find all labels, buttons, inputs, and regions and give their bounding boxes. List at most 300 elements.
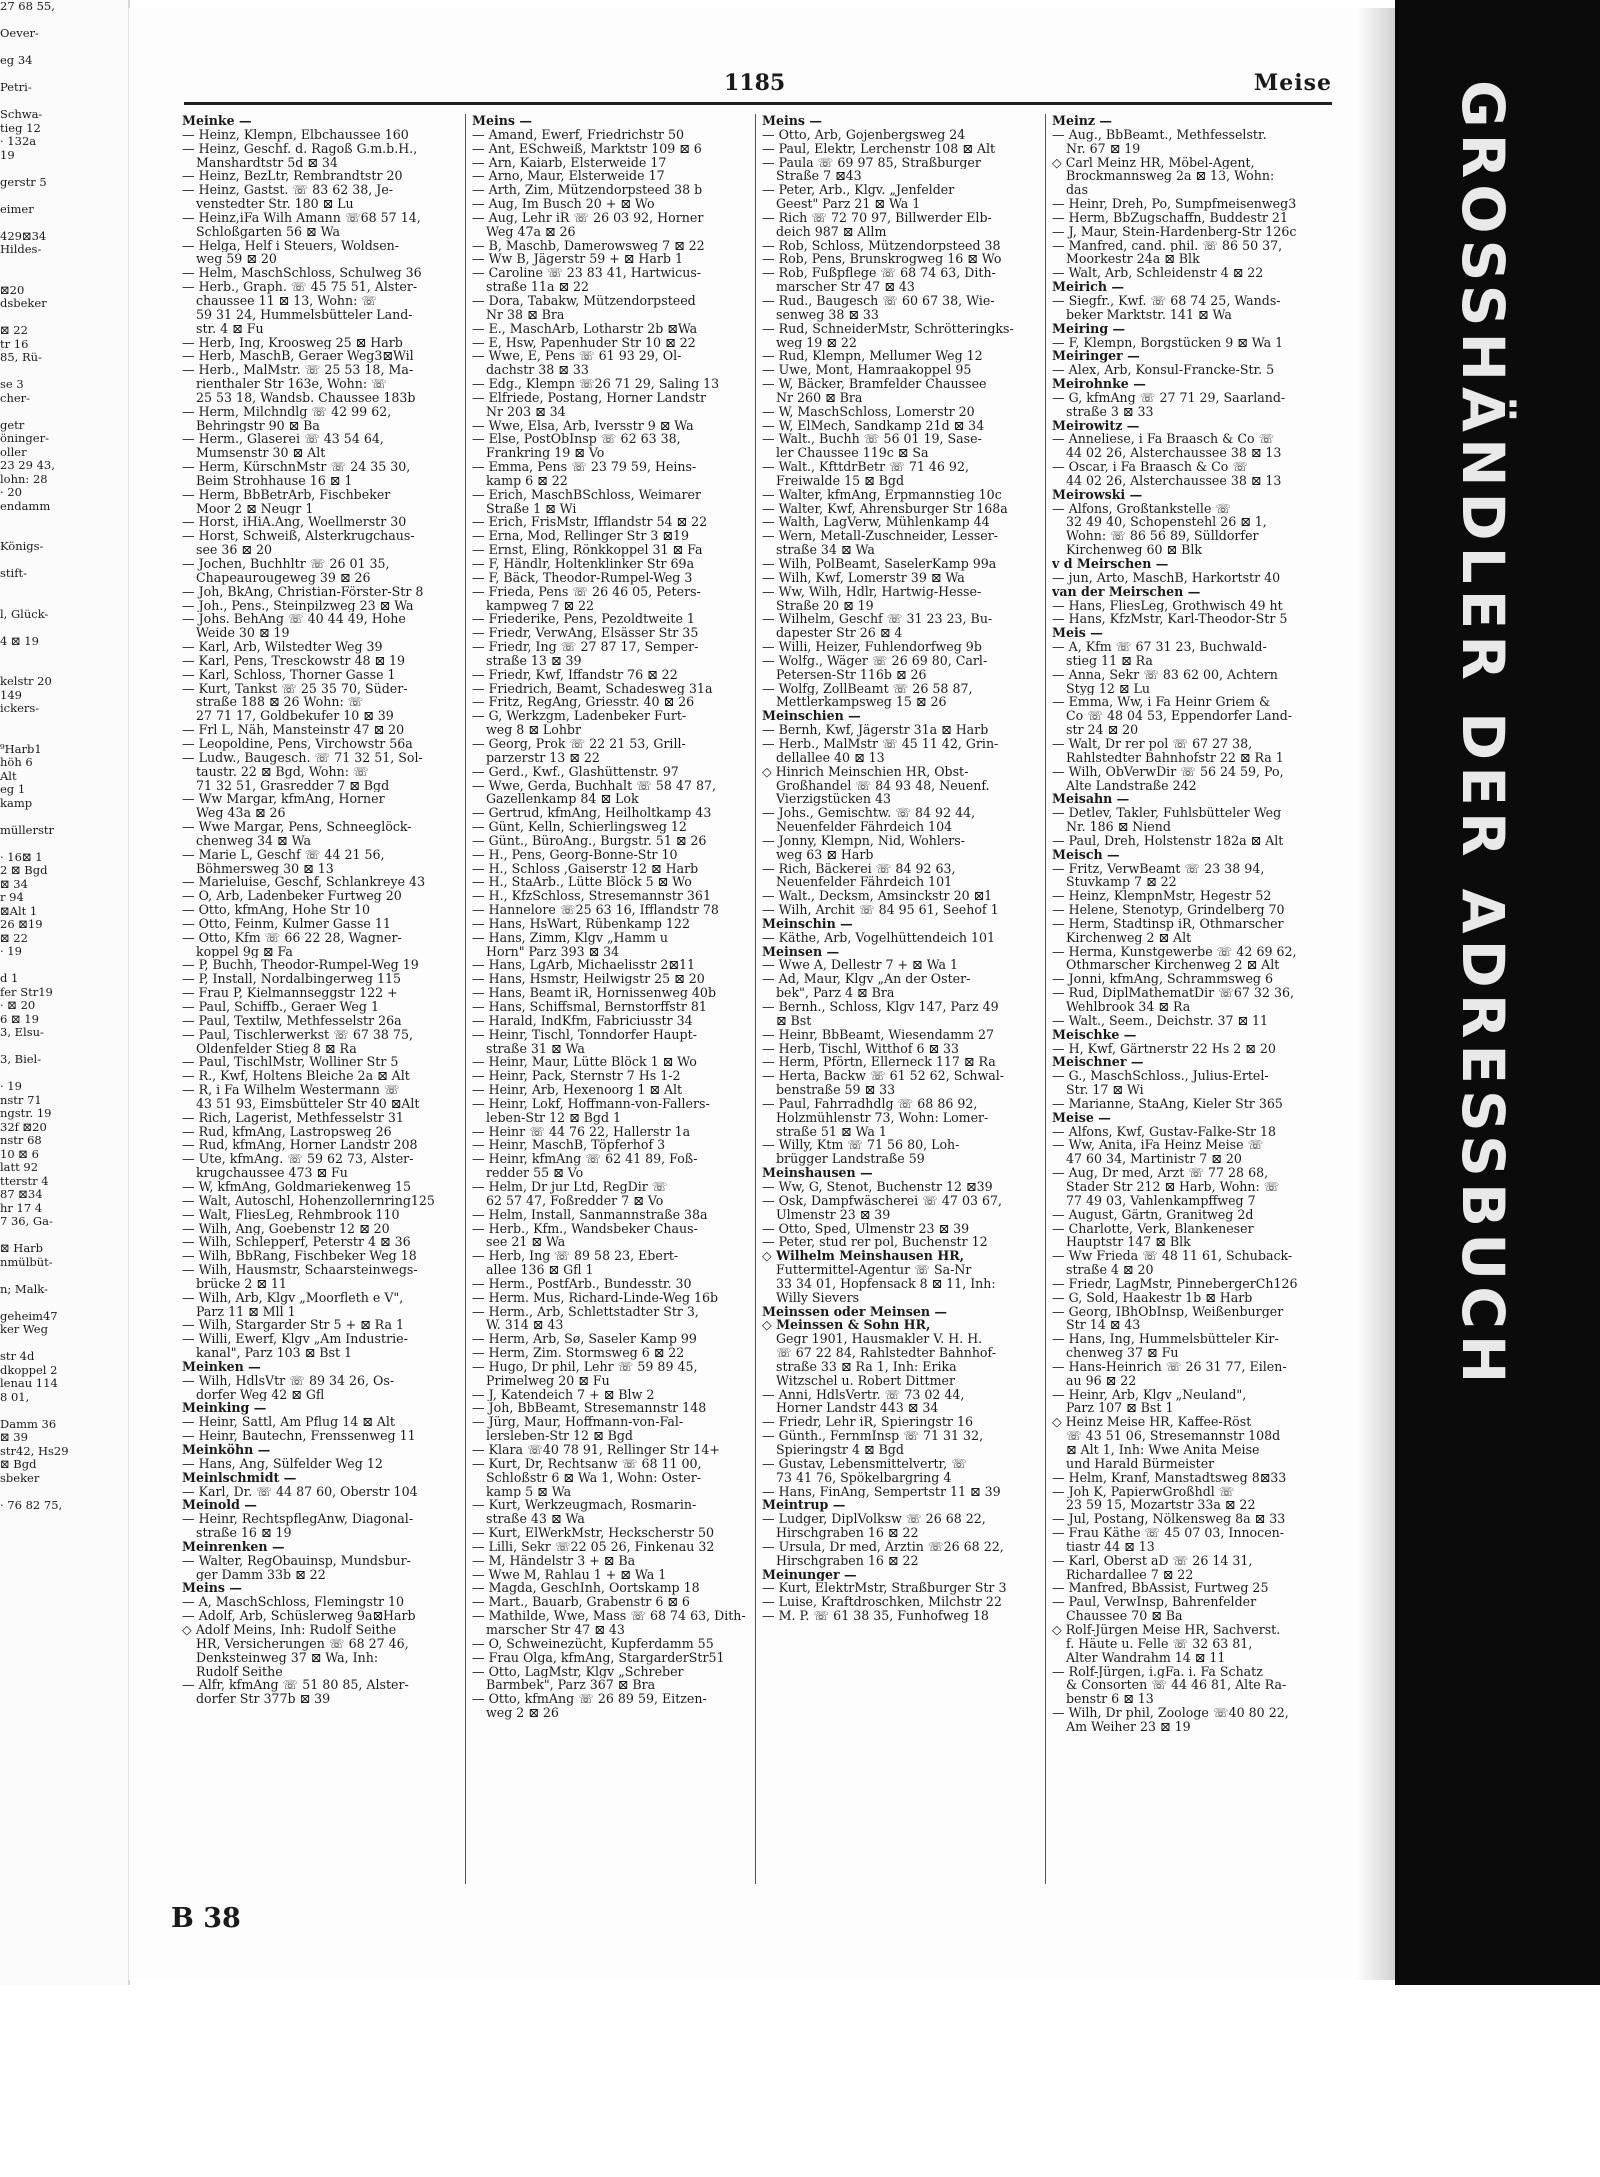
directory-entry-line: — Herb., MalMstr. ☏ 25 53 18, Ma- — [182, 363, 414, 378]
surname-heading: Meinking — — [182, 1401, 267, 1416]
running-head: Meise — [1253, 70, 1332, 96]
directory-entry-line: — Jul, Postang, Nölkensweg 8a ⊠ 33 — [1052, 1512, 1286, 1527]
previous-page-fragment: Alt — [0, 768, 17, 783]
directory-entry-line: — Wilh, Stargarder Str 5 + ⊠ Ra 1 — [182, 1318, 404, 1333]
directory-entry-line: — Jürg, Maur, Hoffmann-von-Fal- — [472, 1415, 684, 1430]
directory-entry-line: stieg 11 ⊠ Ra — [1066, 653, 1153, 668]
directory-entry-line: Nr 203 ⊠ 34 — [486, 404, 566, 419]
directory-entry-line: — Herm. Mus, Richard-Linde-Weg 16b — [472, 1290, 719, 1305]
directory-entry-line: Spieringstr 4 ⊠ Bgd — [776, 1443, 904, 1457]
column-divider — [755, 114, 756, 1884]
previous-page-fragment: fer Str19 — [0, 984, 53, 999]
directory-entry-line: — Jochen, Buchhltr ☏ 26 01 35, — [182, 557, 390, 571]
directory-entry-line: — Hans, FinAng, Sempertstr 11 ⊠ 39 — [762, 1484, 1001, 1499]
directory-entry-line: — Wwe M, Rahlau 1 + ⊠ Wa 1 — [472, 1567, 667, 1582]
directory-entry-line: Vierzigstücken 43 — [776, 792, 892, 807]
previous-page-fragment — [0, 41, 128, 55]
previous-page-fragment: Schwa- — [0, 107, 43, 121]
directory-entry-line: — Herm., PostfArb., Bundesstr. 30 — [472, 1276, 692, 1291]
directory-entry-line: tiastr 44 ⊠ 13 — [1066, 1539, 1155, 1554]
directory-entry-line: — Arno, Maur, Elsterweide 17 — [472, 169, 665, 184]
directory-entry-line: chenweg 34 ⊠ Wa — [196, 833, 311, 848]
directory-entry-line: — Hans, FliesLeg, Grothwisch 49 ht — [1052, 598, 1283, 613]
directory-entry-line: — Wilh, Archit ☏ 84 95 61, Seehof 1 — [762, 903, 999, 917]
directory-entry-line: Nr. 67 ⊠ 19 — [1066, 141, 1141, 156]
directory-entry-line: — Ant, ESchweiß, Marktstr 109 ⊠ 6 — [472, 141, 702, 156]
directory-entry-line: — Herb, MaschB, Geraer Weg3⊠Wil — [182, 349, 414, 364]
directory-entry-line: — Herb, Ing, Kroosweg 25 ⊠ Harb — [182, 335, 403, 350]
previous-page-fragment — [0, 810, 128, 824]
directory-entry-line: HR, Versicherungen ☏ 68 27 46, — [196, 1636, 409, 1651]
directory-entry-line: ger Damm 33b ⊠ 22 — [196, 1567, 326, 1582]
surname-heading: Meinssen oder Meinsen — — [762, 1304, 947, 1319]
directory-entry-line: — Paul, Schiffb., Geraer Weg 1 — [182, 1000, 379, 1014]
directory-entry-line: — Heinr, Lokf, Hoffmann-von-Fallers- — [472, 1096, 710, 1111]
directory-entry-line: — Ludger, DiplVolksw ☏ 26 68 22, — [762, 1512, 986, 1527]
directory-entry-line: kamp 5 ⊠ Wa — [486, 1484, 572, 1499]
directory-entry-line: — Horst, Schweiß, Alsterkrugchaus- — [182, 529, 415, 544]
previous-page-fragment: dkoppel 2 — [0, 1362, 58, 1377]
directory-entry-line: — Walter, Kwf, Ahrensburger Str 168a — [762, 501, 1008, 516]
directory-entry-line: — Ww, Wilh, Hdlr, Hartwig-Hesse- — [762, 584, 982, 599]
directory-entry-line: — Heinr, Dreh, Po, Sumpfmeisenweg3 — [1052, 197, 1297, 211]
directory-entry-line: — Rob, Schloss, Mützendorpsteed 38 — [762, 238, 1001, 253]
directory-entry-line: — Frau Käthe ☏ 45 07 03, Innocen- — [1052, 1526, 1285, 1540]
directory-entry-line: — Aug, Dr med, Arzt ☏ 77 28 68, — [1052, 1166, 1269, 1180]
directory-entry-line: — Wilh, Hausmstr, Schaarsteinwegs- — [182, 1263, 418, 1277]
previous-page-fragment: sbeker — [0, 1470, 40, 1485]
directory-entry-line: — Walt, Autoschl, Hohenzollernring125 — [182, 1193, 435, 1208]
directory-entry-line: — Helm, MaschSchloss, Schulweg 36 — [182, 266, 422, 281]
previous-page-fragment: ⊠ 22 — [0, 323, 28, 337]
directory-entry-line: straße 188 ⊠ 26 Wohn: ☏ — [196, 695, 364, 710]
directory-entry-line: — Frau Olga, kfmAng, StargarderStr51 — [472, 1650, 725, 1665]
directory-entry-line: — Paula ☏ 69 97 85, Straßburger — [762, 155, 981, 170]
previous-page-fragment: 19 — [0, 147, 15, 162]
directory-entry-line: und Harald Bürmeister — [1066, 1456, 1215, 1471]
scan-bottom-margin — [0, 1985, 1600, 2177]
directory-entry-line: — Herb, Tischl, Witthof 6 ⊠ 33 — [762, 1041, 960, 1056]
directory-entry-line: weg 19 ⊠ 22 — [776, 335, 857, 350]
previous-page-fragment: Petri- — [0, 80, 32, 94]
directory-entry-line: deich 987 ⊠ Allm — [776, 224, 887, 239]
directory-entry-line: — Gerd., Kwf., Glashüttenstr. 97 — [472, 764, 679, 779]
directory-entry-line: ◇ Heinz Meise HR, Kaffee-Röst — [1052, 1415, 1252, 1430]
directory-entry-line: — Leopoldine, Pens, Virchowstr 56a — [182, 736, 413, 751]
directory-entry-line: f. Häute u. Felle ☏ 32 63 81, — [1066, 1636, 1253, 1651]
previous-page-fragment — [0, 216, 128, 230]
previous-page-fragment: str 4d — [0, 1349, 35, 1363]
directory-entry-line: — R., Kwf, Holtens Bleiche 2a ⊠ Alt — [182, 1069, 410, 1084]
directory-entry-line: — Karl, Pens, Tresckowstr 48 ⊠ 19 — [182, 653, 406, 668]
directory-entry-line: — W, Bäcker, Bramfelder Chaussee — [762, 377, 987, 391]
directory-entry-line: — Otto, Kfm ☏ 66 22 28, Wagner- — [182, 930, 402, 945]
directory-entry-line: — Anneliese, i Fa Braasch & Co ☏ — [1052, 432, 1275, 447]
directory-entry-line: — Gustav, Lebensmittelvertr, ☏ — [762, 1456, 967, 1471]
directory-entry-line: — G., MaschSchloss., Julius-Ertel- — [1052, 1069, 1269, 1084]
directory-entry-line: — Otto, Arb, Gojenbergsweg 24 — [762, 127, 966, 142]
directory-entry-line: — Hans, Schiffsmal, Bernstorffstr 81 — [472, 1000, 707, 1014]
directory-entry-line: — H., StaArb., Lütte Blöck 5 ⊠ Wo — [472, 875, 692, 890]
directory-entry-line: — Otto, kfmAng, Hohe Str 10 — [182, 903, 371, 917]
directory-entry-line: Behringstr 90 ⊠ Ba — [196, 418, 320, 433]
directory-entry-line: straße 51 ⊠ Wa 1 — [776, 1124, 887, 1139]
directory-entry-line: see 21 ⊠ Wa — [486, 1235, 566, 1250]
directory-entry-line: Straße 20 ⊠ 19 — [776, 598, 874, 613]
directory-entry-line: 25 53 18, Wandsb. Chaussee 183b — [196, 390, 416, 405]
previous-page-fragment: ⊠ 39 — [0, 1430, 28, 1444]
previous-page-fragment: ⊠ 22 — [0, 930, 28, 945]
directory-entry-line: — Wilh, Schlepperf, Peterstr 4 ⊠ 36 — [182, 1235, 411, 1250]
directory-entry-line: — Ww, G, Stenot, Buchenstr 12 ⊠39 — [762, 1179, 993, 1194]
directory-entry-line: dapester Str 26 ⊠ 4 — [776, 626, 903, 641]
directory-entry-line: see 36 ⊠ 20 — [196, 543, 272, 557]
previous-page-fragment: · 19 — [0, 1079, 22, 1093]
directory-entry-line: — Heinz, Gastst. ☏ 83 62 38, Je- — [182, 183, 394, 198]
directory-entry-line: dorfer Weg 42 ⊠ Gfl — [196, 1387, 325, 1402]
directory-entry-line: — Otto, LagMstr, Klgv „Schreber — [472, 1664, 684, 1679]
directory-entry-line: Straße 7 ⊠43 — [776, 169, 862, 184]
directory-entry-line: brücke 2 ⊠ 11 — [196, 1276, 287, 1291]
directory-entry-line: parzerstr 13 ⊠ 22 — [486, 750, 600, 765]
directory-entry-line: — B, Maschb, Damerowsweg 7 ⊠ 22 — [472, 238, 705, 253]
directory-entry-line: — Walt., Seem., Deichstr. 37 ⊠ 11 — [1052, 1013, 1269, 1028]
directory-entry-line: ◇ Rolf-Jürgen Meise HR, Sachverst. — [1052, 1622, 1281, 1637]
directory-entry-line: — Rich, Lagerist, Methfesselstr 31 — [182, 1110, 404, 1125]
directory-entry-line: krugchaussee 473 ⊠ Fu — [196, 1166, 348, 1180]
directory-entry-line: — Günth., FernmInsp ☏ 71 31 32, — [762, 1429, 984, 1443]
directory-entry-line: ☏ 67 22 84, Rahlstedter Bahnhof- — [776, 1346, 996, 1360]
directory-entry-line: marscher Str 47 ⊠ 43 — [776, 280, 915, 294]
directory-entry-line: — Otto, Sped, Ulmenstr 23 ⊠ 39 — [762, 1221, 970, 1236]
directory-entry-line: Str. 17 ⊠ Wi — [1066, 1083, 1144, 1097]
directory-entry-line: Denksteinweg 37 ⊠ Wa, Inh: — [196, 1650, 379, 1665]
directory-entry-line: — Herm, KürschnMstr ☏ 24 35 30, — [182, 460, 411, 474]
previous-page-fragment: · 19 — [0, 944, 22, 958]
previous-page-fragment — [0, 527, 128, 541]
directory-entry-line: — Helm, Dr jur Ltd, RegDir ☏ — [472, 1179, 668, 1194]
directory-entry-line: — Paul, Tischlerwerkst ☏ 67 38 75, — [182, 1027, 413, 1042]
directory-entry-line: — Georg, Prok ☏ 22 21 53, Grill- — [472, 736, 686, 751]
directory-entry-line: — Else, PostObInsp ☏ 62 63 38, — [472, 432, 681, 447]
previous-page-fragment: dsbeker — [0, 296, 47, 310]
directory-entry-line: Parz 11 ⊠ Mll 1 — [196, 1304, 296, 1319]
previous-page-fragment — [0, 1040, 128, 1054]
surname-heading: van der Meirschen — — [1052, 584, 1201, 599]
directory-entry-line: — J, Maur, Stein-Hardenberg-Str 126c — [1052, 224, 1297, 239]
surname-heading: Meinrenken — — [182, 1539, 285, 1554]
surname-heading: Meins — — [182, 1581, 242, 1596]
directory-entry-line: — Fritz, VerwBeamt ☏ 23 38 94, — [1052, 861, 1265, 876]
directory-entry-line: — Alfons, Großtankstelle ☏ — [1052, 501, 1232, 516]
directory-entry-line: — A, MaschSchloss, Flemingstr 10 — [182, 1595, 404, 1610]
directory-entry-line: — H, Kwf, Gärtnerstr 22 Hs 2 ⊠ 20 — [1052, 1041, 1276, 1056]
directory-entry-line: — Alfons, Kwf, Gustav-Falke-Str 18 — [1052, 1124, 1277, 1139]
surname-heading: Meirowitz — — [1052, 418, 1140, 433]
directory-entry-line: — Caroline ☏ 23 83 41, Hartwicus- — [472, 266, 702, 281]
surname-heading: Meirowski — — [1052, 487, 1143, 502]
directory-entry-line: — Jonny, Klempn, Nid, Wohlers- — [762, 833, 966, 848]
surname-heading: Meinlschmidt — — [182, 1470, 297, 1485]
directory-entry-line: — Willy, Ktm ☏ 71 56 80, Loh- — [762, 1138, 960, 1153]
directory-entry-line: — Wwe, E, Pens ☏ 61 93 29, Ol- — [472, 349, 682, 364]
previous-page-fragment: · 16⊠ 1 — [0, 849, 43, 864]
surname-heading: Meins — — [472, 114, 532, 128]
directory-entry-line: — Helene, Stenotyp, Grindelberg 70 — [1052, 903, 1285, 917]
directory-entry-line: Ulmenstr 23 ⊠ 39 — [776, 1207, 891, 1222]
directory-entry-line: — Wwe Margar, Pens, Schneeglöck- — [182, 820, 412, 834]
directory-entry-line: beker Marktstr. 141 ⊠ Wa — [1066, 307, 1232, 322]
previous-page-fragment: 3, Elsu- — [0, 1025, 44, 1039]
directory-entry-line: — E, Hsw, Papenhuder Str 10 ⊠ 22 — [472, 335, 696, 350]
directory-entry-line: — Günt., BüroAng., Burgstr. 51 ⊠ 26 — [472, 833, 707, 848]
directory-entry-line: — Siegfr., Kwf. ☏ 68 74 25, Wands- — [1052, 293, 1281, 308]
previous-page-fragment: str42, Hs29 — [0, 1443, 69, 1458]
directory-entry-line: — Ww, Anita, iFa Heinz Meise ☏ — [1052, 1138, 1264, 1153]
previous-page-fragment: ⊠Alt 1 — [0, 903, 38, 918]
directory-entry-line: — Rich, Bäckerei ☏ 84 92 63, — [762, 861, 956, 876]
directory-entry-line: straße 34 ⊠ Wa — [776, 543, 875, 557]
directory-entry-line: — Wwe A, Dellestr 7 + ⊠ Wa 1 — [762, 958, 958, 973]
directory-entry-line: Freiwalde 15 ⊠ Bgd — [776, 473, 905, 488]
directory-entry-line: — Herm, BbZugschaffn, Buddestr 21 — [1052, 210, 1288, 225]
directory-entry-line: — Wern, Metall-Zuschneider, Lesser- — [762, 529, 999, 544]
directory-entry-line: — Wilh, Ang, Goebenstr 12 ⊠ 20 — [182, 1221, 390, 1236]
directory-entry-line: — Rud, Klempn, Mellumer Weg 12 — [762, 349, 983, 364]
directory-entry-line: Frankring 19 ⊠ Vo — [486, 446, 605, 461]
directory-entry-line: — Heinr ☏ 44 76 22, Hallerstr 1a — [472, 1124, 691, 1139]
directory-entry-line: straße 31 ⊠ Wa — [486, 1041, 585, 1056]
directory-entry-line: Kirchenweg 2 ⊠ Alt — [1066, 930, 1192, 945]
previous-page-fragment: öninger- — [0, 431, 49, 445]
surname-heading: Meirohnke — — [1052, 377, 1146, 391]
directory-entry-line: — Herm, Stadtinsp iR, Othmarscher — [1052, 916, 1284, 931]
header-rule — [184, 102, 1332, 105]
previous-page-fragment — [0, 662, 128, 676]
previous-page-fragment: kelstr 20 — [0, 674, 52, 688]
directory-entry-line: — Kurt, Werkzeugmach, Rosmarin- — [472, 1498, 697, 1513]
directory-entry-line: Horner Landstr 443 ⊠ 34 — [776, 1401, 939, 1416]
directory-entry-line: Weg 43a ⊠ 26 — [196, 806, 286, 821]
directory-entry-line: — Rob, Pens, Brunskrogweg 16 ⊠ Wo — [762, 252, 1002, 267]
directory-entry-line: Moorkestr 24a ⊠ Blk — [1066, 252, 1200, 267]
previous-page-fragment: 85, Rü- — [0, 350, 42, 364]
directory-entry-line: benstraße 59 ⊠ 33 — [776, 1083, 896, 1097]
directory-entry-line: — Herm, Arb, Sø, Saseler Kamp 99 — [472, 1332, 697, 1347]
directory-entry-line: venstedter Str. 180 ⊠ Lu — [196, 197, 354, 211]
directory-entry-line: — Charlotte, Verk, Blankeneser — [1052, 1221, 1254, 1236]
directory-entry-line: — Herm, Milchndlg ☏ 42 99 62, — [182, 404, 392, 419]
directory-entry-line: ☏ 43 51 06, Stresemannstr 108d — [1066, 1429, 1281, 1443]
directory-entry-line: — Arn, Kaiarb, Elsterweide 17 — [472, 155, 667, 170]
directory-entry-line: — Klara ☏40 78 91, Rellinger Str 14+ — [472, 1443, 720, 1457]
directory-entry-line: 33 34 01, Hopfensack 8 ⊠ 11, Inh: — [776, 1276, 996, 1291]
previous-page-fragment — [0, 554, 128, 568]
directory-entry-line: — F, Klempn, Borgstücken 9 ⊠ Wa 1 — [1052, 335, 1284, 350]
directory-entry-line: — Magda, GeschInh, Oortskamp 18 — [472, 1581, 700, 1596]
directory-entry-line: — Helm, Install, Sanmannstraße 38a — [472, 1207, 708, 1222]
directory-entry-line: — Ww Margar, kfmAng, Horner — [182, 792, 385, 807]
previous-page-strip — [0, 0, 130, 1985]
directory-entry-line: str 24 ⊠ 20 — [1066, 723, 1139, 737]
directory-entry-line: — Erich, FrisMstr, Ifflandstr 54 ⊠ 22 — [472, 515, 708, 530]
directory-entry-line: — Hans, Ang, Sülfelder Weg 12 — [182, 1456, 383, 1471]
directory-entry-line: — A, Kfm ☏ 67 31 23, Buchwald- — [1052, 640, 1267, 654]
directory-entry-line: — Arth, Zim, Mützendorpsteed 38 b — [472, 183, 703, 198]
directory-entry-line: — Frl L, Näh, Mansteinstr 47 ⊠ 20 — [182, 723, 405, 737]
directory-entry-line: — E., MaschArb, Lotharstr 2b ⊠Wa — [472, 321, 698, 336]
page-gutter-shadow — [1357, 8, 1397, 1980]
previous-page-fragment: lenau 114 — [0, 1376, 58, 1390]
previous-page-fragment: · ⊠ 20 — [0, 998, 36, 1012]
directory-entry-line: — Ute, kfmAng. ☏ 59 62 73, Alster- — [182, 1152, 414, 1167]
directory-entry-line: — Heinr, Arb, Klgv „Neuland", — [1052, 1387, 1247, 1402]
adjacent-page-edge — [1396, 60, 1586, 1960]
directory-entry-line: Mumsenstr 30 ⊠ Alt — [196, 446, 326, 461]
directory-entry-line: — M, Händelstr 3 + ⊠ Ba — [472, 1553, 636, 1568]
directory-entry-line: Neuenfelder Fährdeich 101 — [776, 875, 953, 890]
previous-page-fragment: Oever- — [0, 26, 39, 40]
directory-entry-line: — Frieda, Pens ☏ 26 46 05, Peters- — [472, 584, 701, 599]
directory-entry-line: straße 13 ⊠ 39 — [486, 653, 582, 668]
directory-entry-line: — Paul, TischlMstr, Wolliner Str 5 — [182, 1055, 399, 1070]
previous-page-fragment — [0, 1485, 128, 1499]
directory-entry-line: — Paul, Elektr, Lerchenstr 108 ⊠ Alt — [762, 141, 996, 156]
previous-page-fragment — [0, 1337, 128, 1351]
surname-heading: Meiring — — [1052, 321, 1126, 336]
directory-entry-line: — Willi, Ewerf, Klgv „Am Industrie- — [182, 1332, 408, 1347]
directory-entry-line: Barmbek", Parz 367 ⊠ Bra — [486, 1678, 656, 1693]
directory-entry-line: Nr 260 ⊠ Bra — [776, 390, 863, 405]
previous-page-fragment: 2 ⊠ Bgd — [0, 863, 48, 877]
directory-entry-line: benstr 6 ⊠ 13 — [1066, 1692, 1154, 1707]
directory-entry-line: — Elfriede, Postang, Horner Landstr — [472, 390, 707, 405]
directory-entry-line: Stader Str 212 ⊠ Harb, Wohn: ☏ — [1066, 1179, 1280, 1194]
directory-entry-line: — Wilhelm, Geschf ☏ 31 23 23, Bu- — [762, 612, 993, 627]
directory-entry-line: dachstr 38 ⊠ 33 — [486, 363, 589, 378]
directory-entry-line: marscher Str 47 ⊠ 43 — [486, 1622, 625, 1637]
directory-entry-line: Rahlstedter Bahnhofstr 22 ⊠ Ra 1 — [1066, 750, 1284, 765]
directory-entry-line: — H., Pens, Georg-Bonne-Str 10 — [472, 847, 678, 862]
surname-heading: Meinold — — [182, 1498, 257, 1513]
directory-entry-line: Beim Strohhause 16 ⊠ 1 — [196, 473, 353, 488]
previous-page-fragment: ⊠20 — [0, 282, 25, 297]
directory-entry-line: — G, kfmAng ☏ 27 71 29, Saarland- — [1052, 390, 1286, 405]
directory-entry-line: Parz 107 ⊠ Bst 1 — [1066, 1401, 1174, 1416]
directory-entry-line: chenweg 37 ⊠ Fu — [1066, 1346, 1179, 1360]
directory-entry-line: Nr. 186 ⊠ Niend — [1066, 820, 1171, 834]
directory-entry-line: — Rud, kfmAng, Lastropsweg 26 — [182, 1124, 392, 1139]
previous-page-fragment: geheim47 — [0, 1308, 58, 1323]
directory-entry-line: — Heinr, Sattl, Am Pflug 14 ⊠ Alt — [182, 1415, 395, 1430]
directory-entry-line: redder 55 ⊠ Vo — [486, 1166, 584, 1180]
previous-page-fragment: ngstr. 19 — [0, 1106, 52, 1120]
directory-entry-line: — Alfr, kfmAng ☏ 51 80 85, Alster- — [182, 1678, 409, 1693]
previous-page-fragment: höh 6 — [0, 755, 33, 769]
directory-entry-line: bek", Parz 4 ⊠ Bra — [776, 986, 895, 1000]
directory-entry-line: — Walt, Arb, Schleidenstr 4 ⊠ 22 — [1052, 266, 1264, 281]
directory-entry-line: — G, Sold, Haakestr 1b ⊠ Harb — [1052, 1290, 1253, 1305]
previous-page-fragment: 8 01, — [0, 1389, 30, 1404]
previous-page-fragment: ickers- — [0, 701, 40, 715]
directory-entry-line: & Consorten ☏ 44 46 81, Alte Ra- — [1066, 1678, 1287, 1693]
directory-entry-line: — Paul, Dreh, Holstenstr 182a ⊠ Alt — [1052, 833, 1284, 848]
previous-page-fragment: getr — [0, 417, 25, 432]
directory-entry-line: — Walth, LagVerw, Mühlenkamp 44 — [762, 515, 990, 530]
directory-entry-line: — Heinr, Bautechn, Frenssenweg 11 — [182, 1429, 416, 1443]
directory-entry-line: — Dora, Tabakw, Mützendorpsteed — [472, 293, 696, 308]
directory-entry-line: Alte Landstraße 242 — [1066, 778, 1197, 793]
directory-entry-line: Weg 47a ⊠ 26 — [486, 224, 576, 239]
previous-page-fragment — [0, 581, 128, 595]
directory-entry-line: Wehlbrook 34 ⊠ Ra — [1066, 1000, 1191, 1014]
previous-page-fragment — [0, 1404, 128, 1418]
directory-entry-line: straße 4 ⊠ 20 — [1066, 1263, 1154, 1277]
directory-entry-line: — M. P. ☏ 61 38 35, Funhofweg 18 — [762, 1609, 989, 1623]
previous-page-fragment: · 132a — [0, 134, 37, 148]
directory-entry-line: Großhandel ☏ 84 93 48, Neuenf. — [776, 778, 990, 793]
directory-entry-line: — Ad, Maur, Klgv „An der Oster- — [762, 972, 971, 987]
directory-entry-line: Alter Wandrahm 14 ⊠ 11 — [1066, 1650, 1226, 1665]
surname-heading: Meisch — — [1052, 847, 1120, 862]
directory-entry-line: Co ☏ 48 04 53, Eppendorfer Land- — [1066, 709, 1293, 724]
directory-entry-line: — Wolfg., Wäger ☏ 26 69 80, Carl- — [762, 653, 988, 668]
directory-entry-line: — Walter, RegObauinsp, Mundsbur- — [182, 1553, 411, 1568]
directory-entry-line: — Herb., MalMstr ☏ 45 11 42, Grin- — [762, 736, 999, 751]
directory-entry-line: — Kurt, Dr, Rechtsanw ☏ 68 11 00, — [472, 1456, 702, 1471]
previous-page-fragment: 4 ⊠ 19 — [0, 633, 39, 648]
directory-entry-line: — Johs., Gemischtw. ☏ 84 92 44, — [762, 806, 976, 821]
directory-entry-line: — Hans, LgArb, Michaelisstr 2⊠11 — [472, 958, 695, 973]
column-3 — [762, 114, 1038, 1884]
previous-page-fragment: nstr 71 — [0, 1092, 42, 1107]
directory-entry-line: — Ursula, Dr med, Ärztin ☏26 68 22, — [762, 1539, 1004, 1554]
surname-heading: Meintrup — — [762, 1498, 846, 1513]
directory-entry-line: Horn" Parz 393 ⊠ 34 — [486, 944, 620, 959]
surname-heading: Meischner — — [1052, 1055, 1144, 1070]
directory-entry-line: senweg 38 ⊠ 33 — [776, 307, 879, 322]
previous-page-fragment: kamp — [0, 795, 33, 810]
previous-page-fragment: ker Weg — [0, 1322, 48, 1336]
directory-entry-line: Gazellenkamp 84 ⊠ Lok — [486, 792, 639, 807]
previous-page-fragment: gerstr 5 — [0, 174, 47, 189]
directory-entry-line: — R, i Fa Wilhelm Westermann ☏ — [182, 1083, 400, 1097]
directory-entry-line: — Friedr, Kwf, Iffandstr 76 ⊠ 22 — [472, 667, 678, 682]
directory-entry-line: — Helga, Helf i Steuers, Woldsen- — [182, 238, 400, 253]
directory-entry-line: — Ernst, Eling, Rönkkoppel 31 ⊠ Fa — [472, 543, 703, 557]
directory-entry-line: — Emma, Ww, i Fa Heinr Griem & — [1052, 695, 1271, 710]
previous-page-fragment — [0, 257, 128, 271]
directory-entry-line: weg 63 ⊠ Harb — [776, 847, 874, 862]
signature-mark: B 38 — [171, 1903, 241, 1934]
directory-entry-line: dorfer Str 377b ⊠ 39 — [196, 1692, 331, 1707]
directory-entry-line: — Rolf-Jürgen, i.gFa. i. Fa Schatz — [1052, 1664, 1263, 1679]
directory-entry-line: — Friederike, Pens, Pezoldtweite 1 — [472, 612, 695, 627]
previous-page-fragment — [0, 1296, 128, 1310]
directory-entry-line: — F, Händlr, Holtenklinker Str 69a — [472, 557, 695, 571]
previous-page-fragment: hr 17 4 — [0, 1200, 43, 1215]
directory-entry-line: — Herta, Backw ☏ 61 52 62, Schwal- — [762, 1069, 1005, 1084]
directory-entry-line: — Heinr, MaschB, Töpferhof 3 — [472, 1138, 666, 1153]
directory-entry-line: Holzmühlenstr 73, Wohn: Lomer- — [776, 1110, 989, 1125]
previous-page-fragment: stift- — [0, 566, 27, 580]
directory-entry-line: Chapeaurougeweg 39 ⊠ 26 — [196, 570, 371, 585]
directory-entry-line: Futtermittel-Agentur ☏ Sa-Nr — [776, 1263, 972, 1277]
directory-entry-line: — Rud., Baugesch ☏ 60 67 38, Wie- — [762, 293, 995, 308]
previous-page-fragment: 429⊠34 — [0, 228, 47, 243]
directory-entry-line: — Luise, Kraftdroschken, Milchstr 22 — [762, 1595, 1002, 1610]
directory-page — [128, 8, 1398, 1980]
